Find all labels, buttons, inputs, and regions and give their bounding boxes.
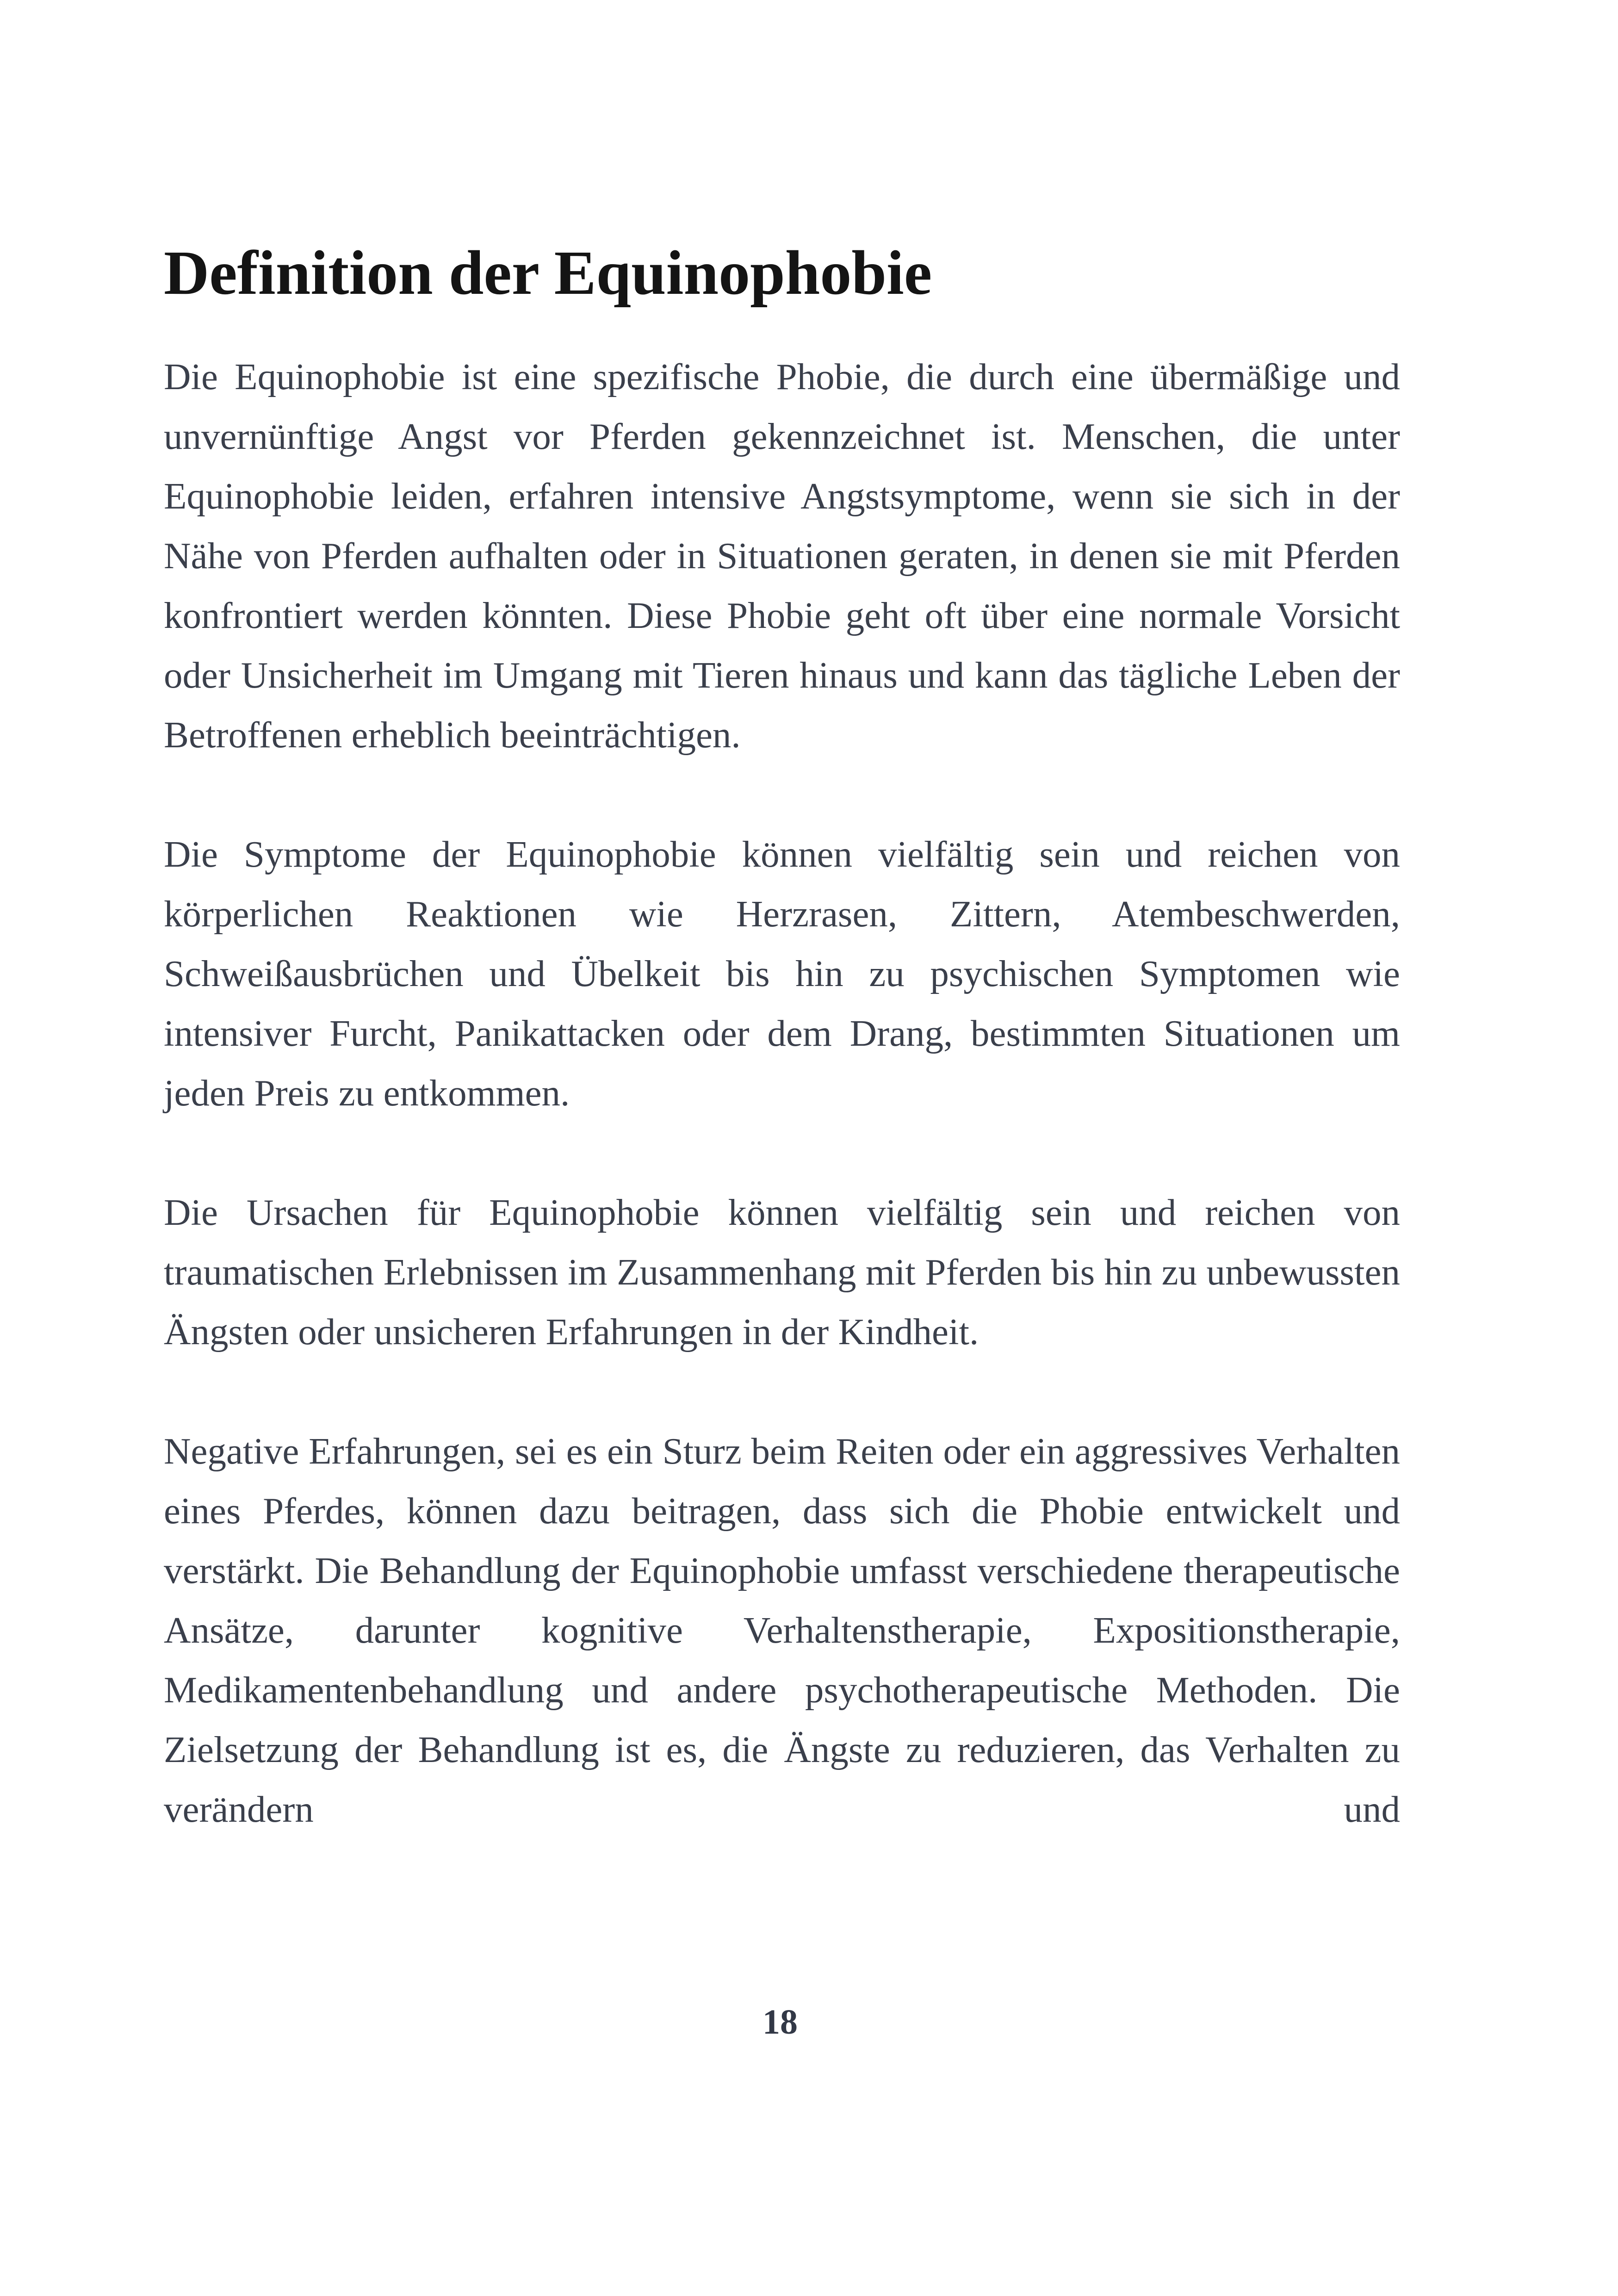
paragraph-causes: Die Ursachen für Equinophobie können vielfältig sein und reichen von traumatischen Erlebnissen im Zusammenhang mit Pferden bis hin zu unbewussten Ängsten oder unsicheren Erfahrungen in der Kindheit. <box>164 1191 1400 1353</box>
paragraph-treatment: Negative Erfahrungen, sei es ein Sturz beim Reiten oder ein aggressives Verhalten eines Pferdes, können dazu beitragen, dass sich die Phobie entwickelt und verstärkt. Die Behandlung der Equinophobie umfasst verschiedene therapeutische Ansätze, darunter kognitive Verhaltenstherapie, Expositionstherapie, Medikamentenbehandlung und andere psychotherapeutische Methoden. Die Zielsetzung der Behandlung ist es, die Ängste zu reduzieren, das Verhalten zu verändern und <box>164 1430 1400 1830</box>
chapter-heading: Definition der Equinophobie <box>164 238 932 308</box>
body-text <box>164 347 1400 1839</box>
paragraph-definition: Die Equinophobie ist eine spezifische Phobie, die durch eine übermäßige und unvernünftige Angst vor Pferden gekennzeichnet ist. Menschen, die unter Equinophobie leiden, erfahren intensive Angstsymptome, wenn sie sich in der Nähe von Pferden aufhalten oder in Situationen geraten, in denen sie mit Pferden konfrontiert werden könnten. Diese Phobie geht oft über eine normale Vorsicht oder Unsicherheit im Umgang mit Tieren hinaus und kann das tägliche Leben der Betroffenen erheblich beeinträchtigen. <box>164 356 1400 756</box>
paragraph-symptoms: Die Symptome der Equinophobie können vielfältig sein und reichen von körperlichen Reaktionen wie Herzrasen, Zittern, Atembeschwerden, Schweißausbrüchen und Übelkeit bis hin zu psychischen Symptomen wie intensiver Furcht, Panikattacken oder dem Drang, bestimmten Situationen um jeden Preis zu entkommen. <box>164 833 1400 1114</box>
page-number: 18 <box>763 2003 798 2042</box>
